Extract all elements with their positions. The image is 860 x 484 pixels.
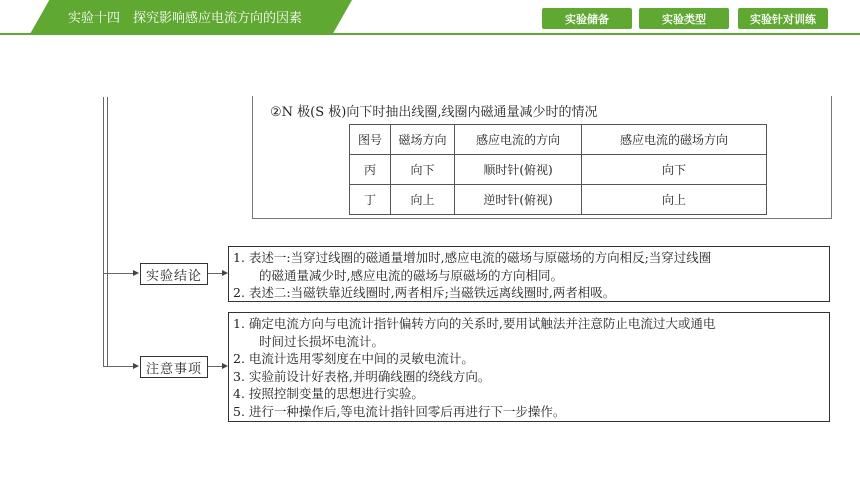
table-cell: 顺时针(俯视) [455, 155, 582, 185]
tree-trunk-line-inner [107, 97, 108, 367]
conclusion-label: 实验结论 [140, 263, 208, 285]
arrow-icon [133, 270, 139, 276]
notes-item: 4. 按照控制变量的思想进行实验。 [233, 386, 424, 401]
table-cell: 向上 [391, 185, 455, 215]
notes-item: 2. 电流计选用零刻度在中间的灵敏电流计。 [233, 351, 474, 366]
arrow-icon [133, 363, 139, 369]
page-title: 实验十四 探究影响感应电流方向的因素 [68, 11, 303, 26]
case-table [349, 124, 767, 215]
notes-label: 注意事项 [140, 356, 208, 378]
connector-line-conclusion [104, 273, 134, 274]
notes-item: 时间过长损坏电流计。 [259, 333, 385, 349]
table-header-row [350, 125, 767, 155]
table-cell: 向下 [582, 155, 767, 185]
table-header-cell: 图号 [350, 125, 391, 155]
notes-box [228, 312, 830, 422]
table-cell: 丙 [350, 155, 391, 185]
conclusion-item: 2. 表述二:当磁铁靠近线圈时,两者相斥;当磁铁远离线圈时,两者相吸。 [233, 285, 616, 300]
table-header-cell: 感应电流的磁场方向 [582, 125, 767, 155]
connector-line-notes [104, 366, 134, 367]
nav-button-preparation[interactable]: 实验储备 [542, 8, 632, 29]
conclusion-item: 1. 表述一:当穿过线圈的磁通量增加时,感应电流的磁场与原磁场的方向相反;当穿过线圈 [233, 250, 712, 265]
case-title: ②N 极(S 极)向下时抽出线圈,线圈内磁通量减少时的情况 [270, 105, 598, 120]
nav-button-training[interactable]: 实验针对训练 [738, 8, 828, 29]
table-cell: 向下 [391, 155, 455, 185]
conclusion-box [228, 246, 830, 302]
notes-item: 3. 实验前设计好表格,并明确线圈的绕线方向。 [233, 368, 491, 384]
notes-item: 1. 确定电流方向与电流计指针偏转方向的关系时,要用试触法并注意防止电流过大或通电 [233, 316, 716, 331]
table-cell: 向上 [582, 185, 767, 215]
conclusion-item: 的磁通量减少时,感应电流的磁场与原磁场的方向相同。 [259, 267, 563, 283]
table-row [350, 185, 767, 215]
table-row [350, 155, 767, 185]
table-header-cell: 磁场方向 [391, 125, 455, 155]
tree-trunk-line [103, 97, 104, 367]
nav-button-types[interactable]: 实验类型 [639, 8, 729, 29]
table-cell: 丁 [350, 185, 391, 215]
table-header-cell: 感应电流的方向 [455, 125, 582, 155]
table-cell: 逆时针(俯视) [455, 185, 582, 215]
notes-item: 5. 进行一种操作后,等电流计指针回零后再进行下一步操作。 [233, 403, 566, 419]
